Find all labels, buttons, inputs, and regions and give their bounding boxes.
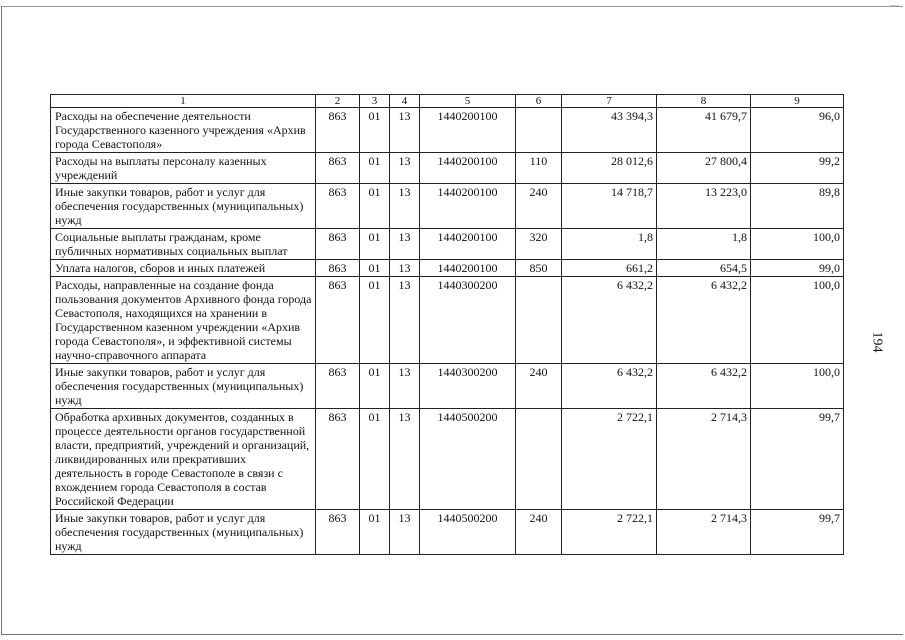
subsection-code: 13 <box>390 184 420 229</box>
expense-type-code: 240 <box>516 364 562 409</box>
table-row <box>51 277 844 364</box>
table-row <box>51 153 844 184</box>
planned-amount: 14 718,7 <box>562 184 657 229</box>
ministry-code: 863 <box>316 409 360 510</box>
column-number: 7 <box>562 95 657 108</box>
expense-description: Уплата налогов, сборов и иных платежей <box>51 260 316 277</box>
target-article-code: 1440200100 <box>420 108 516 153</box>
table-row <box>51 260 844 277</box>
subsection-code: 13 <box>390 260 420 277</box>
execution-percent: 100,0 <box>751 364 844 409</box>
execution-percent: 99,7 <box>751 510 844 555</box>
expense-description: Иные закупки товаров, работ и услуг для обеспечения государственных (муниципальных) нужд <box>51 364 316 409</box>
table-row <box>51 184 844 229</box>
subsection-code: 13 <box>390 277 420 364</box>
column-number: 9 <box>751 95 844 108</box>
planned-amount: 43 394,3 <box>562 108 657 153</box>
expense-type-code <box>516 277 562 364</box>
ministry-code: 863 <box>316 260 360 277</box>
target-article-code: 1440200100 <box>420 153 516 184</box>
execution-percent: 89,8 <box>751 184 844 229</box>
execution-percent: 99,7 <box>751 409 844 510</box>
expense-description: Иные закупки товаров, работ и услуг для обеспечения государственных (муниципальных) нужд <box>51 184 316 229</box>
section-code: 01 <box>360 184 390 229</box>
execution-percent: 100,0 <box>751 229 844 260</box>
executed-amount: 6 432,2 <box>657 277 751 364</box>
page-number: 194 <box>869 331 885 353</box>
column-number: 2 <box>316 95 360 108</box>
executed-amount: 2 714,3 <box>657 510 751 555</box>
expense-description: Социальные выплаты гражданам, кроме публичных нормативных социальных выплат <box>51 229 316 260</box>
column-number: 3 <box>360 95 390 108</box>
executed-amount: 41 679,7 <box>657 108 751 153</box>
expense-type-code: 240 <box>516 184 562 229</box>
ministry-code: 863 <box>316 184 360 229</box>
column-number: 1 <box>51 95 316 108</box>
ministry-code: 863 <box>316 108 360 153</box>
executed-amount: 13 223,0 <box>657 184 751 229</box>
column-number-row <box>51 95 844 108</box>
target-article-code: 1440200100 <box>420 260 516 277</box>
target-article-code: 1440300200 <box>420 277 516 364</box>
target-article-code: 1440200100 <box>420 184 516 229</box>
target-article-code: 1440300200 <box>420 364 516 409</box>
ministry-code: 863 <box>316 277 360 364</box>
subsection-code: 13 <box>390 364 420 409</box>
expense-description: Расходы, направленные на создание фонда пользования документов Архивного фонда города Севастополя, находящихся на хранении в Государственном казенном учреждении «Архив города Севастополя», и эффективной системы научно-справочного аппарата <box>51 277 316 364</box>
column-number: 4 <box>390 95 420 108</box>
planned-amount: 2 722,1 <box>562 409 657 510</box>
column-number: 5 <box>420 95 516 108</box>
ministry-code: 863 <box>316 153 360 184</box>
subsection-code: 13 <box>390 409 420 510</box>
expense-type-code: 240 <box>516 510 562 555</box>
execution-percent: 99,2 <box>751 153 844 184</box>
execution-percent: 100,0 <box>751 277 844 364</box>
expense-type-code <box>516 108 562 153</box>
expense-description: Расходы на обеспечение деятельности Государственного казенного учреждения «Архив города Севастополя» <box>51 108 316 153</box>
table-row <box>51 409 844 510</box>
expense-description: Обработка архивных документов, созданных в процессе деятельности органов государственной власти, предприятий, учреждений и организаций, ликвидированных или прекративших деятельность в городе Севастополе в связи с вхождением города Севастополя в состав Российской Федерации <box>51 409 316 510</box>
section-code: 01 <box>360 153 390 184</box>
section-code: 01 <box>360 108 390 153</box>
budget-table <box>50 94 844 555</box>
section-code: 01 <box>360 260 390 277</box>
executed-amount: 6 432,2 <box>657 364 751 409</box>
planned-amount: 1,8 <box>562 229 657 260</box>
planned-amount: 2 722,1 <box>562 510 657 555</box>
ministry-code: 863 <box>316 364 360 409</box>
expense-description: Иные закупки товаров, работ и услуг для обеспечения государственных (муниципальных) нужд <box>51 510 316 555</box>
subsection-code: 13 <box>390 510 420 555</box>
table-row <box>51 364 844 409</box>
subsection-code: 13 <box>390 108 420 153</box>
subsection-code: 13 <box>390 153 420 184</box>
column-number: 8 <box>657 95 751 108</box>
section-code: 01 <box>360 277 390 364</box>
ministry-code: 863 <box>316 510 360 555</box>
execution-percent: 99,0 <box>751 260 844 277</box>
planned-amount: 28 012,6 <box>562 153 657 184</box>
section-code: 01 <box>360 229 390 260</box>
table-row <box>51 229 844 260</box>
executed-amount: 1,8 <box>657 229 751 260</box>
planned-amount: 6 432,2 <box>562 364 657 409</box>
expense-description: Расходы на выплаты персоналу казенных учреждений <box>51 153 316 184</box>
planned-amount: 661,2 <box>562 260 657 277</box>
table-row <box>51 510 844 555</box>
section-code: 01 <box>360 510 390 555</box>
expense-type-code: 320 <box>516 229 562 260</box>
executed-amount: 27 800,4 <box>657 153 751 184</box>
subsection-code: 13 <box>390 229 420 260</box>
table-row <box>51 108 844 153</box>
ministry-code: 863 <box>316 229 360 260</box>
section-code: 01 <box>360 364 390 409</box>
target-article-code: 1440500200 <box>420 409 516 510</box>
executed-amount: 654,5 <box>657 260 751 277</box>
column-number: 6 <box>516 95 562 108</box>
planned-amount: 6 432,2 <box>562 277 657 364</box>
target-article-code: 1440500200 <box>420 510 516 555</box>
execution-percent: 96,0 <box>751 108 844 153</box>
section-code: 01 <box>360 409 390 510</box>
expense-type-code: 110 <box>516 153 562 184</box>
executed-amount: 2 714,3 <box>657 409 751 510</box>
corner-mark: --- <box>890 0 899 10</box>
expense-type-code: 850 <box>516 260 562 277</box>
expense-type-code <box>516 409 562 510</box>
target-article-code: 1440200100 <box>420 229 516 260</box>
